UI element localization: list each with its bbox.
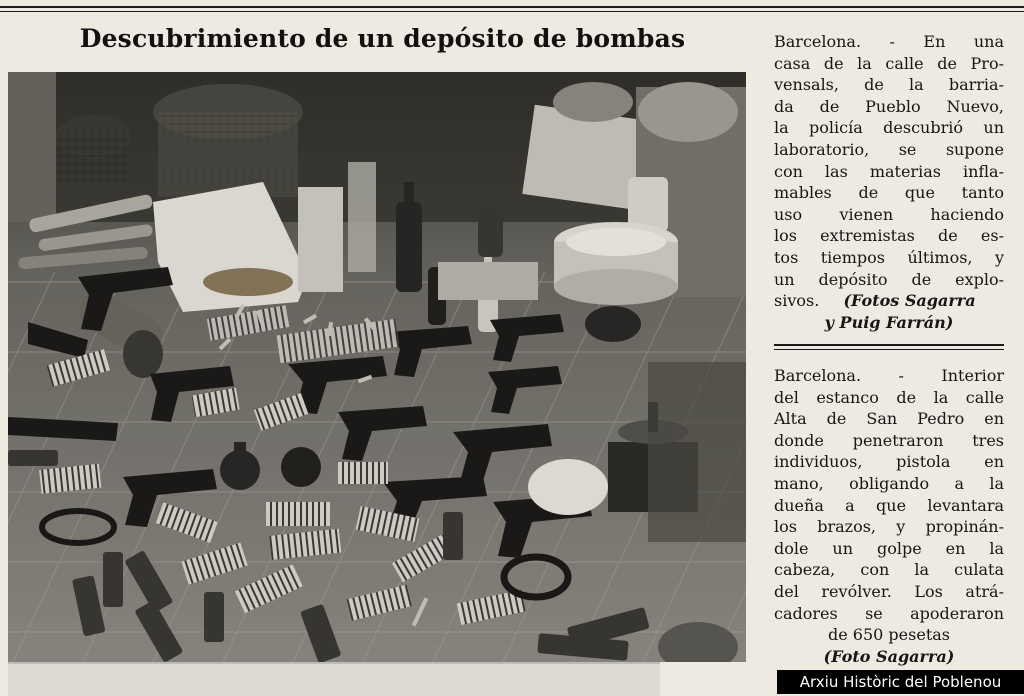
article-line: individuos, pistola en [774, 452, 1004, 472]
article-line: la policía descubrió un [774, 118, 1004, 138]
top-rule [0, 6, 1024, 8]
bottom-photo-edge [8, 662, 660, 696]
article-line: laboratorio, se supone [774, 139, 1004, 159]
article-line: dueña a que levantara [774, 495, 1004, 515]
article-line: Barcelona. - En una [774, 32, 1004, 51]
article-line: un depósito de explo- [774, 269, 1004, 289]
article-line: los extremistas de es- [774, 226, 1004, 246]
article-line: Alta de San Pedro en [774, 409, 1004, 429]
article-line [774, 290, 1004, 312]
column-divider-thin [774, 349, 1004, 350]
article-line: da de Pueblo Nuevo, [774, 96, 1004, 116]
photo-credit: (Fotos Sagarra [843, 291, 976, 311]
article-line: del revólver. Los atrá- [774, 581, 1004, 601]
article-line: los brazos, y propinán- [774, 517, 1004, 537]
photo-credit: (Foto Sagarra) [823, 646, 955, 666]
article-line: vensals, de la barria- [774, 75, 1004, 95]
article-bomb-deposit [774, 31, 1004, 333]
article-line: uso vienen haciendo [774, 204, 1004, 224]
column-divider [774, 344, 1004, 346]
article-line: de 650 pesetas [828, 625, 950, 645]
article-line: tos tiempos últimos, y [774, 247, 1004, 267]
article-line: cabeza, con la culata [774, 560, 1004, 580]
archive-watermark: Arxiu Històric del Poblenou [777, 670, 1024, 694]
article-line: donde penetraron tres [774, 430, 1004, 450]
article-line: Barcelona. - Interior [774, 366, 1004, 385]
article-line: casa de la calle de Pro- [774, 53, 1004, 73]
top-rule-thin [0, 11, 1024, 12]
article-line: con las materias infla- [774, 161, 1004, 181]
photo-seized-weapons [8, 72, 746, 662]
article-line: cadores se apoderaron [774, 603, 1004, 623]
article-line-text: sivos. [774, 291, 820, 311]
article-line: mables de que tanto [774, 183, 1004, 203]
article-line: mano, obligando a la [774, 473, 1004, 493]
photo-credit-cont: y Puig Farrán) [824, 312, 954, 332]
article-line: del estanco de la calle [774, 387, 1004, 407]
article-tobacco-shop-robbery [774, 365, 1004, 667]
article-line: dole un golpe en la [774, 538, 1004, 558]
headline: Descubrimiento de un depósito de bombas [79, 24, 686, 53]
